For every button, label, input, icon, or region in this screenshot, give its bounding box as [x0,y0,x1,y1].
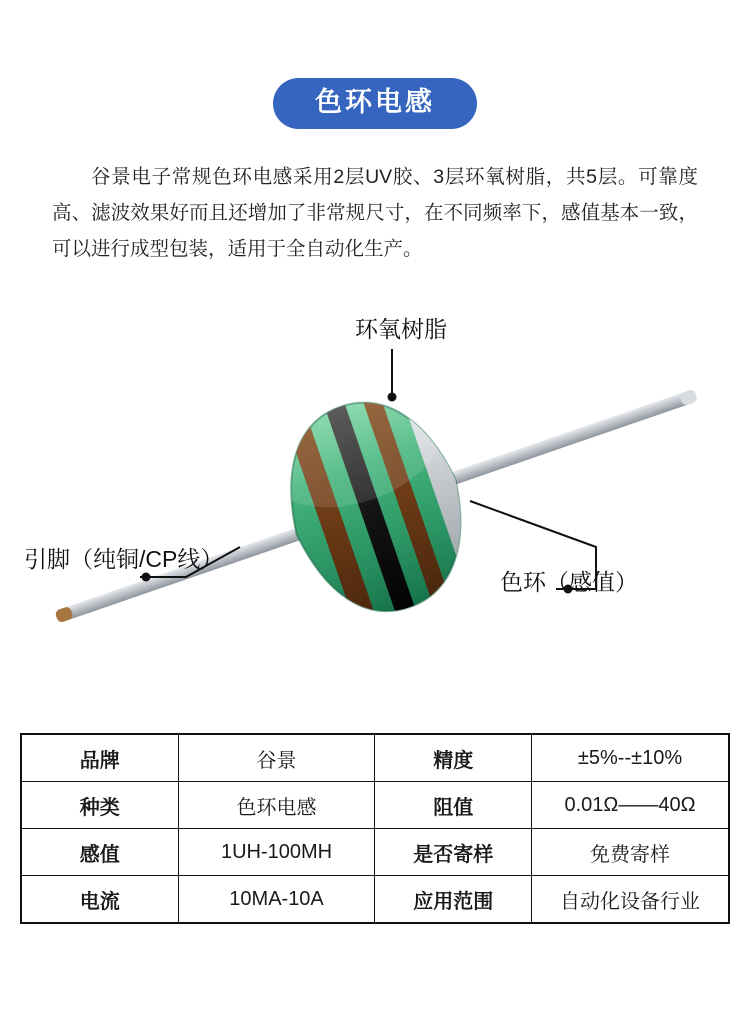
label-color-ring: 色环（感值） [500,569,638,595]
spec-value: ±5%--±10% [532,735,728,782]
table-row [22,876,728,923]
table-row [22,782,728,829]
spec-key: 电流 [22,876,178,923]
spec-value: 色环电感 [178,782,375,829]
spec-value: 免费寄样 [532,829,728,876]
table-row [22,829,728,876]
spec-value: 0.01Ω——40Ω [532,782,728,829]
product-description: 谷景电子常规色环电感采用2层UV胶、3层环氧树脂，共5层。可靠度高、滤波效果好而且还增加了非常规尺寸，在不同频率下，感值基本一致，可以进行成型包装，适用于全自动化生产。 [52,166,698,260]
page-title-container [0,0,750,129]
spec-key: 种类 [22,782,178,829]
spec-key: 阻值 [375,782,532,829]
product-illustration [0,289,750,719]
spec-value: 谷景 [178,735,375,782]
spec-key: 应用范围 [375,876,532,923]
label-epoxy-resin: 环氧树脂 [355,316,447,342]
spec-key: 精度 [375,735,532,782]
table-row [22,735,728,782]
spec-value: 10MA-10A [178,876,375,923]
spec-value: 1UH-100MH [178,829,375,876]
spec-key: 品牌 [22,735,178,782]
spec-table [22,735,728,922]
label-lead-wire: 引脚（纯铜/CP线） [24,546,224,572]
spec-key: 感值 [22,829,178,876]
inductor-diagram-svg [0,289,750,719]
page-title-badge: 色环电感 [273,78,477,129]
spec-table-container [20,733,730,924]
inductor-body [244,355,505,653]
spec-value: 自动化设备行业 [532,876,728,923]
spec-key: 是否寄样 [375,829,532,876]
